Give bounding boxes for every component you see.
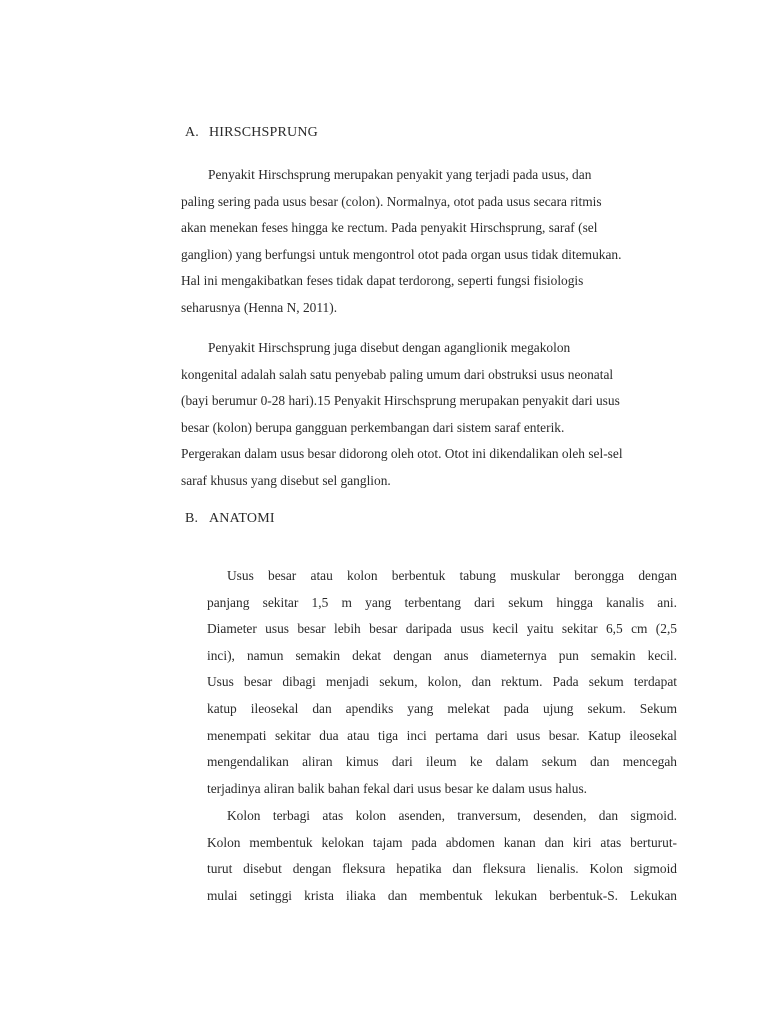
section-a-letter: A. xyxy=(185,125,200,140)
text-line: mengendalikan aliran kimus dari ileum ke dalam sekum dan mencegah xyxy=(207,754,677,770)
section-b-paragraph-2 xyxy=(207,803,677,909)
text-line: (bayi berumur 0-28 hari).15 Penyakit Hirschsprung merupakan penyakit dari usus xyxy=(181,393,620,409)
text-line: ganglion) yang berfungsi untuk mengontrol otot pada organ usus tidak ditemukan. xyxy=(181,246,622,262)
text-line: Penyakit Hirschsprung merupakan penyakit yang terjadi pada usus, dan xyxy=(208,167,592,182)
text-line: Kolon terbagi atas kolon asenden, tranversum, desenden, dan sigmoid. xyxy=(227,808,677,823)
text-line: Kolon membentuk kelokan tajam pada abdomen kanan dan kiri atas berturut- xyxy=(207,834,677,850)
text-line: inci), namun semakin dekat dengan anus diameternya pun semakin kecil. xyxy=(207,647,677,663)
text-line: Penyakit Hirschsprung juga disebut dengan aganglionik megakolon xyxy=(208,340,571,355)
text-line: Usus besar atau kolon berbentuk tabung muskular berongga dengan xyxy=(227,568,677,583)
section-b-paragraph-1 xyxy=(207,563,677,802)
section-a-paragraph-1 xyxy=(181,162,681,322)
text-line: Usus besar dibagi menjadi sekum, kolon, dan rektum. Pada sekum terdapat xyxy=(207,674,677,690)
section-b-title: ANATOMI xyxy=(209,511,275,526)
section-a-paragraph-2 xyxy=(181,335,681,495)
text-line: seharusnya (Henna N, 2011). xyxy=(181,299,338,315)
text-line: Hal ini mengakibatkan feses tidak dapat terdorong, seperti fungsi fisiologis xyxy=(181,273,584,289)
section-b-heading xyxy=(185,511,275,527)
text-line: katup ileosekal dan apendiks yang melekat pada ujung sekum. Sekum xyxy=(207,700,677,716)
text-line: kongenital adalah salah satu penyebab paling umum dari obstruksi usus neonatal xyxy=(181,366,614,382)
text-line: saraf khusus yang disebut sel ganglion. xyxy=(181,472,391,488)
section-a-heading xyxy=(185,125,318,141)
section-b-letter: B. xyxy=(185,511,199,526)
section-a-title: HIRSCHSPRUNG xyxy=(209,125,318,140)
text-line: Pergerakan dalam usus besar didorong oleh otot. Otot ini dikendalikan oleh sel-sel xyxy=(181,446,623,462)
text-line: Diameter usus besar lebih besar daripada usus kecil yaitu sekitar 6,5 cm (2,5 xyxy=(207,621,677,637)
text-line: mulai setinggi krista iliaka dan membentuk lekukan berbentuk-S. Lekukan xyxy=(207,887,677,903)
text-line: paling sering pada usus besar (colon). Normalnya, otot pada usus secara ritmis xyxy=(181,193,602,209)
text-line: panjang sekitar 1,5 m yang terbentang dari sekum hingga kanalis ani. xyxy=(207,594,677,610)
text-line: turut disebut dengan fleksura hepatika dan fleksura lienalis. Kolon sigmoid xyxy=(207,861,677,877)
text-line: terjadinya aliran balik bahan fekal dari usus besar ke dalam usus halus. xyxy=(207,780,588,796)
text-line: besar (kolon) berupa gangguan perkembangan dari sistem saraf enterik. xyxy=(181,419,565,435)
text-line: akan menekan feses hingga ke rectum. Pada penyakit Hirschsprung, saraf (sel xyxy=(181,220,598,236)
text-line: menempati sekitar dua atau tiga inci pertama dari usus besar. Katup ileosekal xyxy=(207,727,677,743)
